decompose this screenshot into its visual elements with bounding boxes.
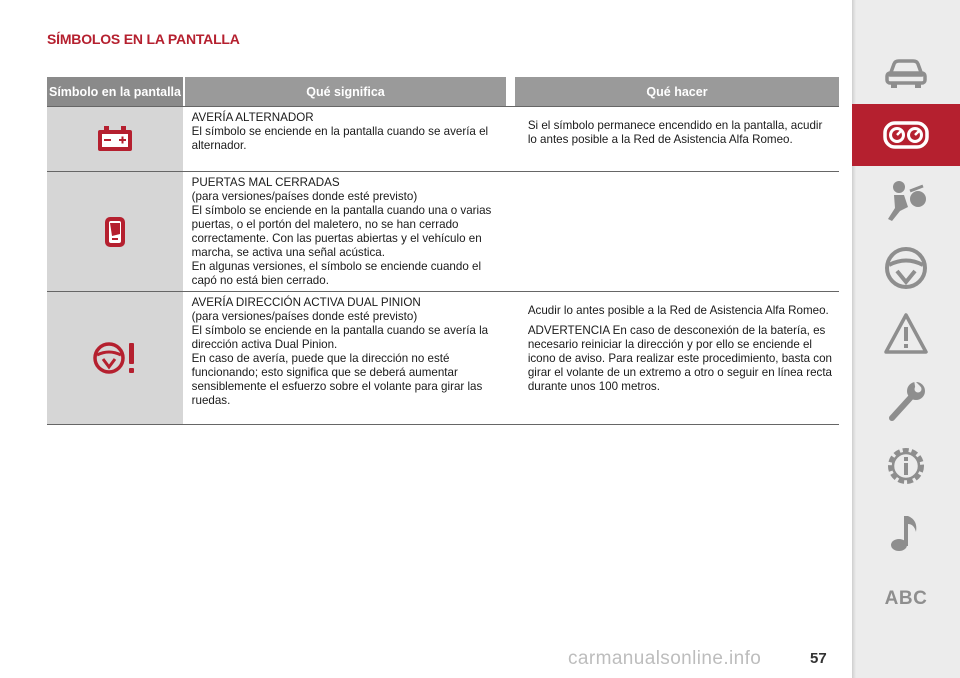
sidebar-item-emergency[interactable]	[852, 303, 960, 365]
meaning-text: El símbolo se enciende en la pantalla cuando una o varias puertas, o el portón del maletero, no se han cerrado correctamente. Con las puertas abiertas y el vehículo en marcha, se activa una señal acústica.	[191, 204, 492, 259]
info-gear-icon	[882, 442, 930, 490]
meaning-text: (para versiones/países donde esté previsto)	[191, 190, 418, 203]
meaning-cell	[183, 107, 510, 171]
meaning-text: El símbolo se enciende en la pantalla cuando se avería la dirección activa Dual Pinion.	[191, 324, 489, 351]
chapter-sidebar	[852, 0, 960, 678]
music-note-icon	[882, 508, 930, 556]
symbol-cell	[47, 172, 183, 291]
dashboard-icon	[882, 111, 930, 159]
action-cell	[510, 292, 839, 424]
table-row	[47, 291, 839, 424]
action-cell	[510, 107, 839, 171]
meaning-cell	[183, 172, 510, 291]
watermark: carmanualsonline.info	[568, 648, 762, 669]
table-row	[47, 106, 839, 171]
sidebar-item-maintenance[interactable]	[852, 369, 960, 431]
meaning-title: PUERTAS MAL CERRADAS	[191, 176, 340, 189]
meaning-text: En caso de avería, puede que la dirección no esté funcionando; esto significa que se deberá aumentar sensiblemente el esfuerzo sobre el volante para girar las ruedas.	[191, 352, 483, 407]
action-cell	[510, 172, 839, 291]
table-row	[47, 171, 839, 291]
header-action: Qué hacer	[515, 77, 839, 106]
meaning-text: (para versiones/países donde esté previsto)	[191, 310, 418, 323]
airbag-icon	[882, 177, 930, 225]
meaning-text: En algunas versiones, el símbolo se enciende cuando el capó no está bien cerrado.	[191, 260, 482, 287]
sidebar-item-technical-data[interactable]	[852, 435, 960, 497]
meaning-title: AVERÍA DIRECCIÓN ACTIVA DUAL PINION	[191, 296, 421, 309]
meaning-cell	[183, 292, 510, 424]
battery-icon	[95, 124, 135, 154]
sidebar-item-driving[interactable]	[852, 237, 960, 299]
meaning-text: El símbolo se enciende en la pantalla cuando se avería el alternador.	[191, 125, 489, 152]
action-text: Acudir lo antes posible a la Red de Asistencia Alfa Romeo.	[527, 304, 829, 317]
page-title: SÍMBOLOS EN LA PANTALLA	[47, 31, 240, 47]
abc-label: ABC	[884, 588, 928, 609]
sidebar-item-safety[interactable]	[852, 170, 960, 232]
sidebar-item-car[interactable]	[852, 40, 960, 102]
car-icon	[882, 47, 930, 95]
symbol-cell	[47, 107, 183, 171]
open-door-icon	[103, 216, 127, 248]
warning-triangle-icon	[882, 310, 930, 358]
wrench-icon	[882, 376, 930, 424]
header-meaning: Qué significa	[185, 77, 506, 106]
sidebar-item-index[interactable]	[852, 568, 960, 630]
symbol-cell	[47, 292, 183, 424]
table-header	[47, 77, 839, 106]
action-warning-text: ADVERTENCIA En caso de desconexión de la batería, es necesario reiniciar la dirección y por ello se enciende el icono de aviso. Para realizar este procedimiento, basta con girar el volante de un extremo a otro o seguir en línea recta durante unos 100 metros.	[527, 324, 833, 393]
header-symbol: Símbolo en la pantalla	[47, 77, 183, 106]
action-text: Si el símbolo permanece encendido en la pantalla, acudir lo antes posible a la Red de Asistencia Alfa Romeo.	[527, 119, 823, 146]
sidebar-item-dashboard[interactable]	[852, 104, 960, 166]
meaning-title: AVERÍA ALTERNADOR	[191, 111, 314, 124]
steering-warning-icon	[92, 340, 138, 376]
steering-wheel-icon	[882, 244, 930, 292]
symbols-table	[47, 77, 839, 425]
page-number: 57	[810, 650, 827, 667]
sidebar-item-multimedia[interactable]	[852, 501, 960, 563]
